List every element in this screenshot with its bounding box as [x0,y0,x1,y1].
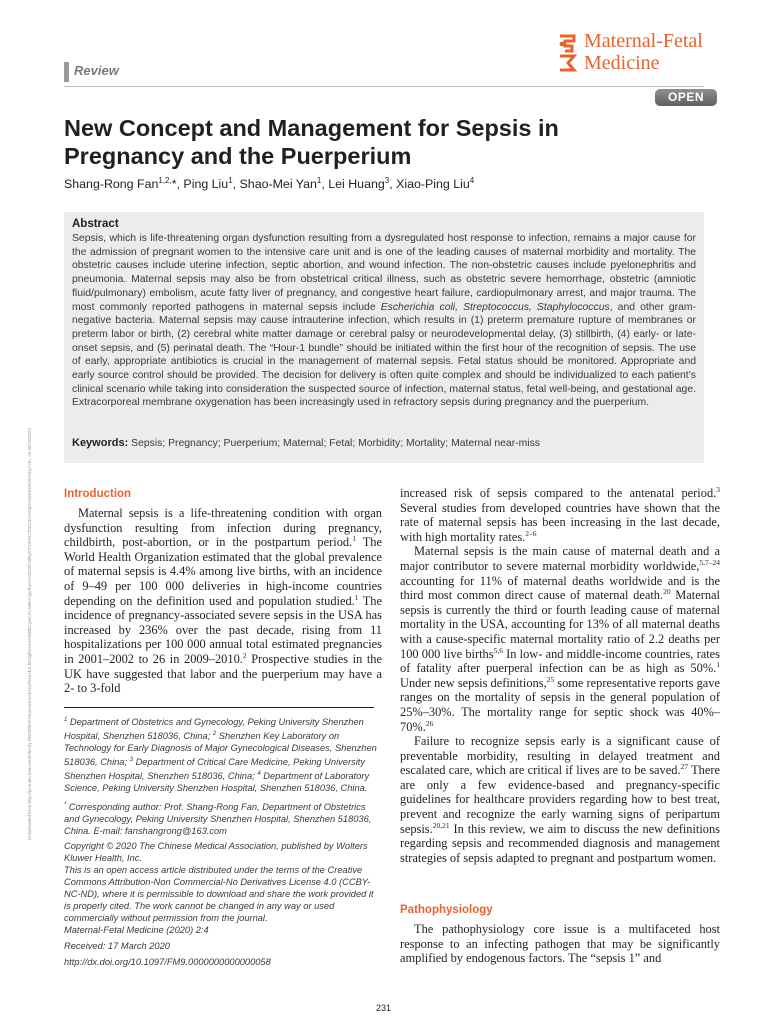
paragraph-2: Maternal sepsis is the main cause of maternal death and a major contributor to severe maternal morbidity worldwide,$^{5,7-24}$ accounting for 11% of maternal deaths worldwide and is the third most common direct cause of maternal death.$^{20}$ Maternal sepsis is currently the third or fourth leading cause of maternal mortality in the USA, accounting for 13% of all maternal deaths with a cause-specific maternal mortality ratio of 2.2 deaths per 100 000 live births$^{5,6}$ In low- and middle-income countries, rates of fatality after puerperal infection can be as high as 50%.$^1$ Under new sepsis definitions,$^{25}$ some representative reports gave ranges on the mortality of sepsis in the general population of 25%–30%. The mortality range for septic shock was 40%–70%.$^{26}$ [400,544,721,734]
doi-link[interactable]: http://dx.doi.org/10.1097/FM9.0000000000000058 [64,957,271,967]
keywords-line [72,436,696,451]
introduction-paragraph: Maternal sepsis is a life-threatening condition with organ dysfunction resulting from infection during pregnancy, childbirth, post-abortion, or in the postpartum period.$^1$ The World Health Organization estimated that the global prevalence of maternal sepsis is 4.4% among live births, with an incidence of 9–49 per 100 000 deliveries in high-income countries depending on the definition used and population studied.$^1$ The incidence of pregnancy-associated severe sepsis in the USA has increased by 236% over the past decade, rising from 11 hospitalizations per 100 000 annual total estimated pregnancies in 2001–2002 to 26 in 2009–2010.$^2$ Prospective studies in the UK have suggested that labor and the puerperium may have a 2- to 3-fold [64,506,382,696]
abstract-text: Sepsis, which is life-threatening organ dysfunction resulting from a dysregulated host response to infection, remains a major cause for the admission of pregnant women to the intensive care unit and is one of the leading causes of maternal morbidity and mortality. The obstetric causes include uterine infection, septic abortion, and wound infection. The non-obstetric causes include pyelonephritis and pneumonia. Maternal sepsis may also be from obstetrical critical illness, such as obstetric severe hemorrhage, obstetric (amniotic fluid/pulmonary) embolism, acute fatty liver of pregnancy, and congestive heart failure, cardiopulmonary arrest, and major trauma. The most commonly reported pathogens in maternal sepsis include Escherichia coli, Streptococcus, Staphylococcus, and other gram-negative bacteria. Maternal sepsis may cause intrauterine infection, which results in (1) preterm premature rupture of membranes or preterm labor or birth, (2) cerebral white matter damage or cerebral palsy or neurodevelopmental delay, (3) stillbirth, (4) early- or late-onset sepsis, and (5) perinatal death. The “Hour-1 bundle” should be initiated within the first hour of the recognition of sepsis. The use of early, appropriate antibiotics is crucial in the management of maternal sepsis. Fetal status should be monitored. Appropriate and early source control should be provided. The decision for delivery is often quite complex and should be individualized to each patient’s clinical scenario while taking into consideration the suspected source of infection, maternal status, fetal well-being, and gestational age. Extracorporeal membrane oxygenation has been increasingly used in refractory sepsis during pregnancy and the puerperium. [72,233,696,409]
corresponding-author-footnote: * Corresponding author: Prof. Shang-Rong Fan, Department of Obstetrics and Gynecology, Peking University Shenzhen Hospital, Shenzhen 518036, China. E-mail: fanshangrong@163.com [64,802,372,837]
keywords-label: Keywords: [72,437,129,449]
journal-name-line2: Medicine [584,52,660,74]
affiliations-footnote: $^1$ Department of Obstetrics and Gynecology, Peking University Shenzhen Hospital, Shenzhen 518036, China; $^2$ Shenzhen Key Laboratory on Technology for Early Diagnosis of Major Gynecological Diseases, Shenzhen 518036, China; $^3$ Department of Critical Care Medicine, Peking University Shenzhen Hospital, Shenzhen 518036, China; $^4$ Department of Laboratory Science, Peking University Shenzhen Hospital, Shenzhen 518036, China. [64,717,377,794]
abstract-heading: Abstract [72,218,119,230]
introduction-heading: Introduction [64,488,132,500]
pathophysiology-heading: Pathophysiology [400,904,493,916]
section-label: Review [74,63,119,78]
paragraph-4: The pathophysiology core issue is a multifaceted host response to an infecting pathogen that may be significantly amplified by endogenous factors. The “sepsis 1” and [400,922,720,966]
journal-logo-icon [556,32,580,78]
article-title: New Concept and Management for Sepsis in Pregnancy and the Puerperium [64,115,559,169]
footnote-rule [64,707,374,708]
section-marker-bar [64,62,69,82]
journal-citation: Maternal-Fetal Medicine (2020) 2:4 [64,925,209,935]
keywords-list: Sepsis; Pregnancy; Puerperium; Maternal; Fetal; Morbidity; Mortality; Maternal near-miss [131,438,540,449]
download-side-note: Downloaded from http://journals.lww.com/mfm by BhDMf5ePHKav1zEoum1tQfN4a+kJLhEZgbsIHo4XMi0hCywCX1AWnYQp/IlQrHD3i3D0OdRyi7TvSFl4Cf3VC4/OAVpDDa8KKGKV0Ymy+78= on 08/15/2023 [27,427,32,840]
copyright-note: Copyright © 2020 The Chinese Medical Association, published by Wolters Kluwer Health, Inc. [64,841,368,863]
paragraph-3: Failure to recognize sepsis early is a significant cause of preventable morbidity, resulting in delayed treatment and escalated care, which are critical if lives are to be saved.$^{27}$ There are only a few evidence-based and pregnancy-specific guidelines for healthcare providers regarding how to best treat, prevent and recognize the early warning signs of peripartum sepsis.$^{20,21}$ In this review, we aim to discuss the new definitions regarding sepsis and recommended diagnosis and management strategies of sepsis adapted to pregnant and postpartum women. [400,734,721,865]
journal-name-line1: Maternal-Fetal [584,30,703,52]
paragraph-1: increased risk of sepsis compared to the antenatal period.$^3$ Several studies from developed countries have shown that the rate of maternal sepsis has been increasing in the last decade, with high mortality rates.$^{2-6}$ [400,484,720,544]
author-list: Shang-Rong Fan$^{1,2,}$*, Ping Liu$^1$, Shao-Mei Yan$^1$, Lei Huang$^3$, Xiao-Ping Liu$^4$ [64,176,475,192]
header-rule [64,86,704,87]
journal-name [584,30,703,74]
introduction-text [64,506,382,696]
page-number: 231 [376,1003,392,1013]
right-column-text [400,486,720,865]
received-date: Received: 17 March 2020 [64,941,170,951]
license-note: This is an open access article distributed under the terms of the Creative Commons Attribution-Non Commercial-No Derivatives License 4.0 (CCBY-NC-ND), where it is permissible to download and share the work provided it is properly cited. The work cannot be changed in any way or used commercially without permission from the journal. [64,865,374,923]
pathophysiology-text [400,922,720,966]
open-access-badge: OPEN [655,89,717,106]
